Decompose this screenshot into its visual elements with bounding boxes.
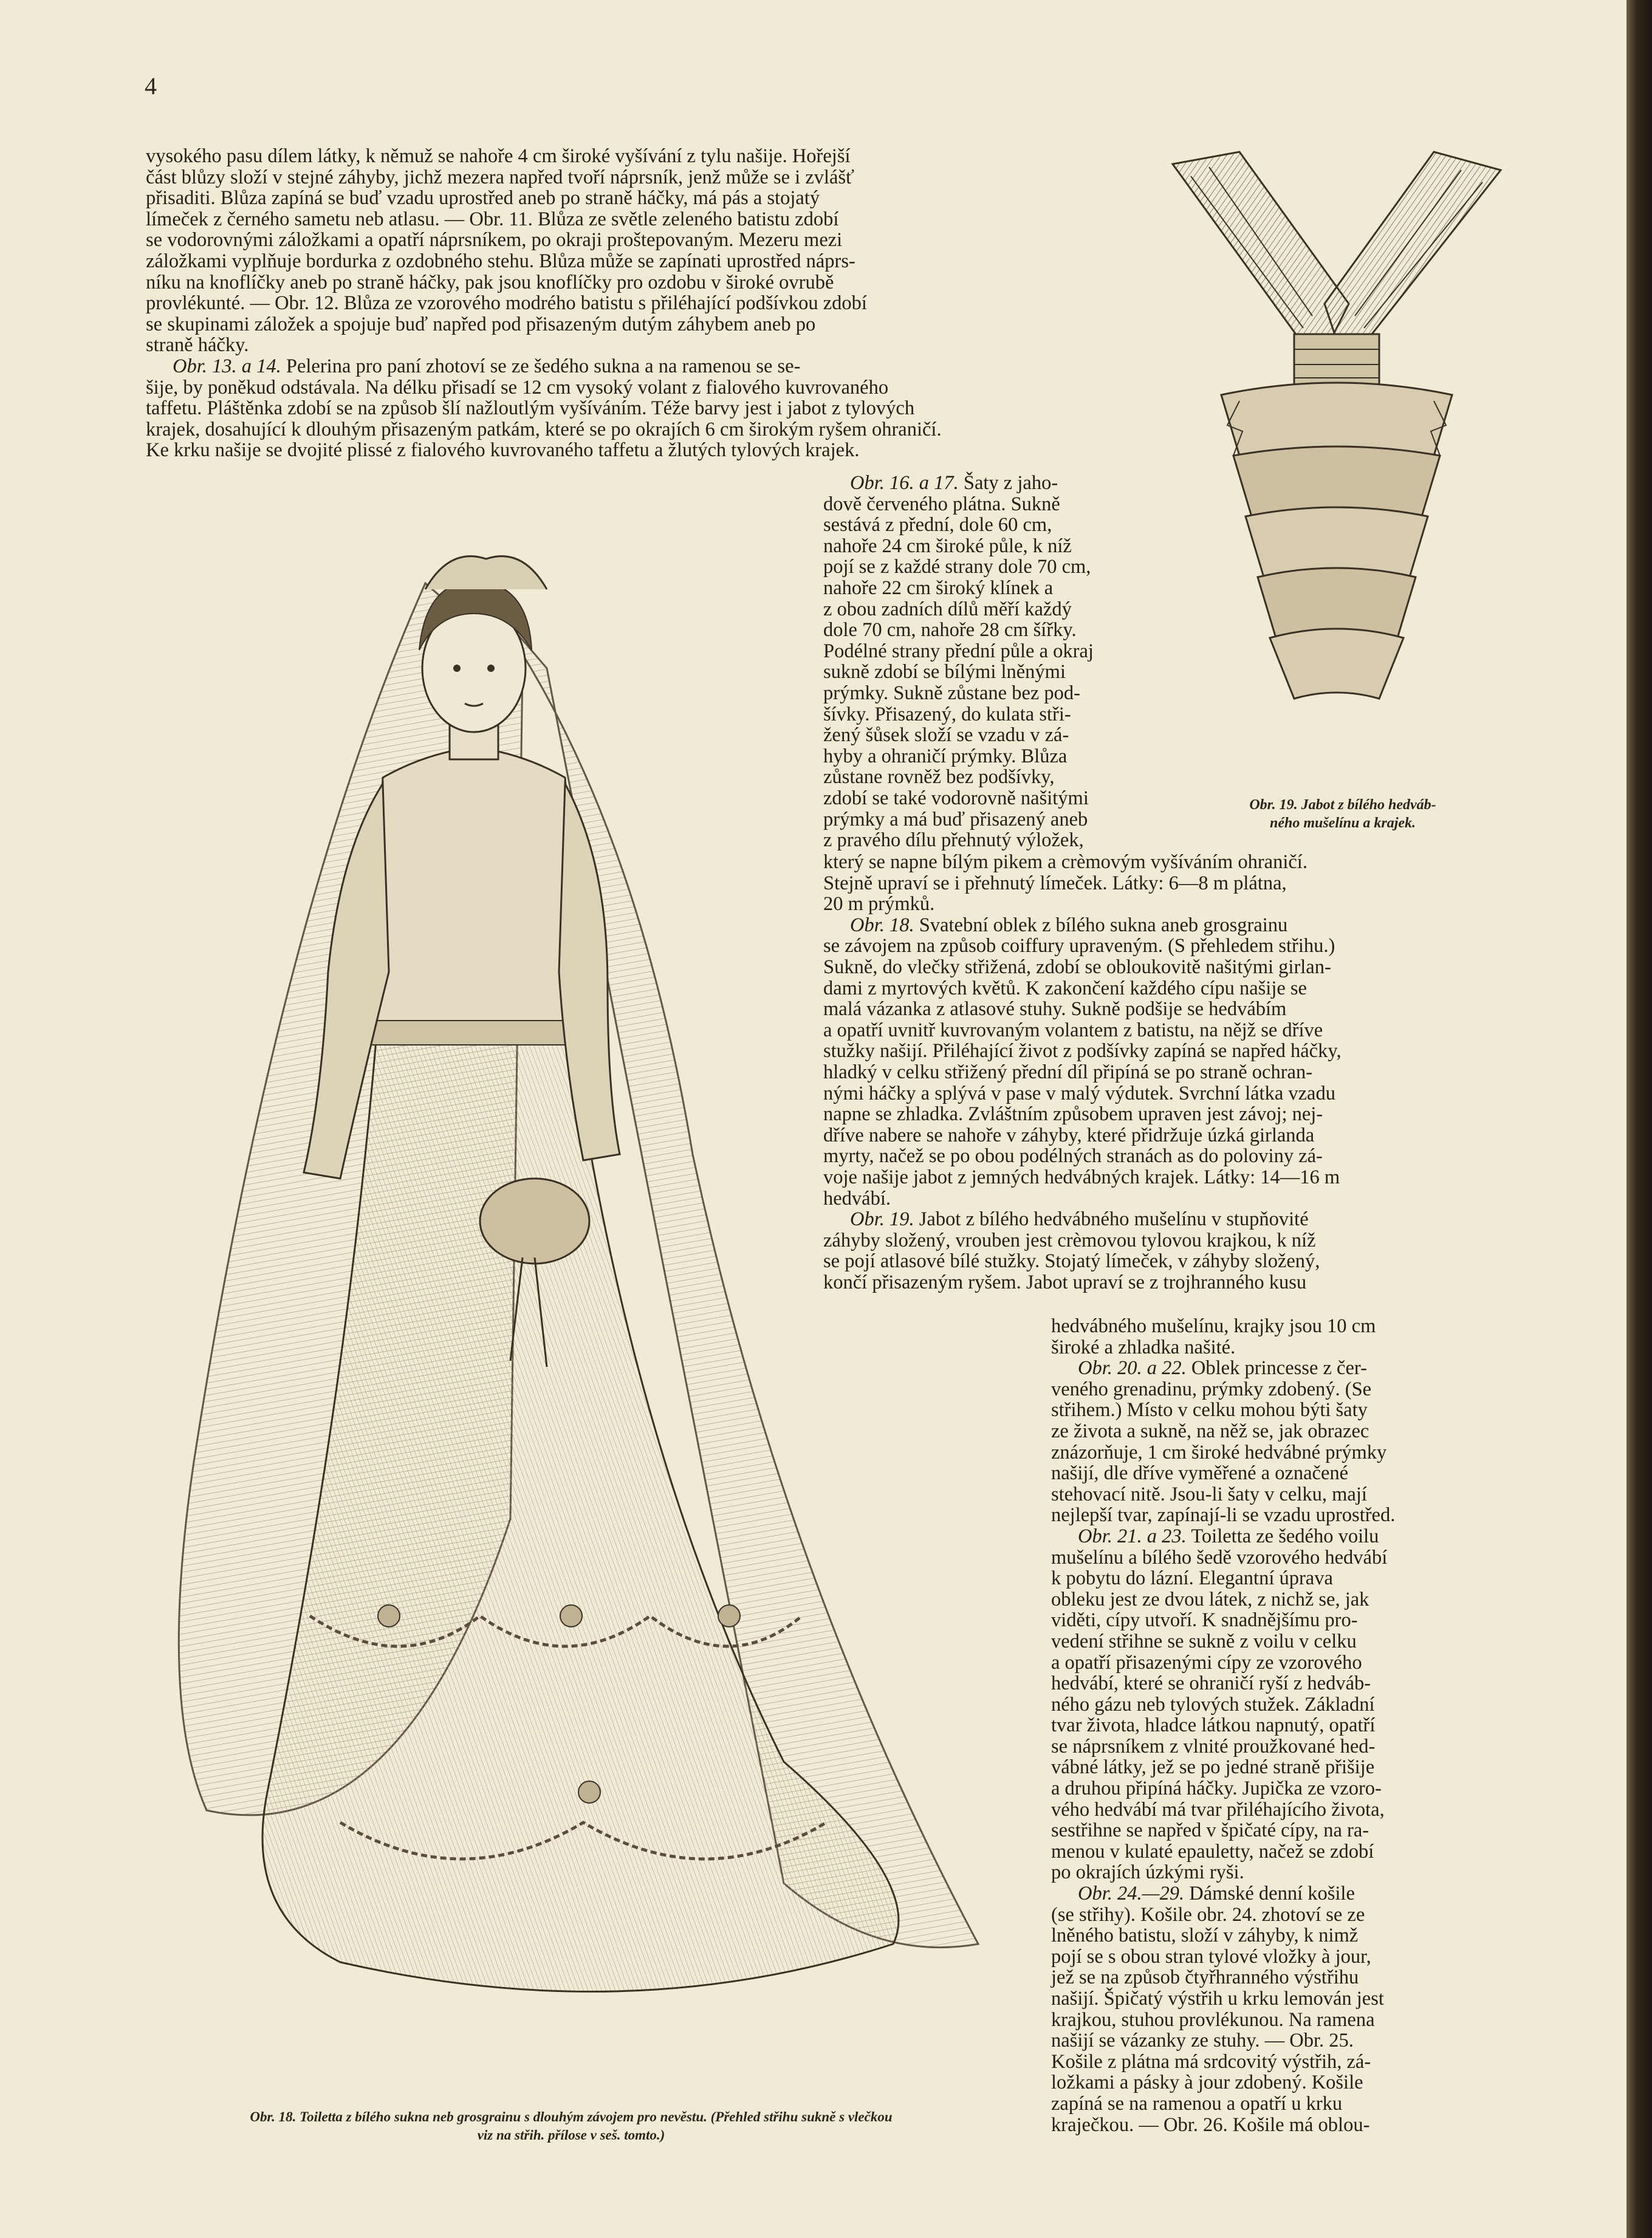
text-fragment: Šaty z jaho-	[963, 472, 1058, 494]
caption-line: Obr. 19. Jabot z bílého hedváb-	[1249, 797, 1436, 813]
text-line: nejlepší tvar, zapínají-li se vzadu uprostřed.	[1051, 1504, 1396, 1527]
text-line: prýmky. Sukně zůstane bez pod-	[823, 682, 1080, 704]
text-line: stehovací nitě. Jsou-li šaty v celku, mají	[1051, 1483, 1367, 1505]
text-fragment: Oblek princesse z čer-	[1191, 1357, 1367, 1380]
text-line: ného gázu neb tylových stužek. Základní	[1051, 1693, 1375, 1716]
text-line: zůstane rovněž bez podšívky,	[823, 766, 1055, 789]
paragraph-obr-19-cont	[1051, 1316, 1470, 1358]
text-line	[823, 473, 1212, 494]
text-line: pojí se s obou stran tylové vložky à jour,	[1051, 1945, 1371, 1968]
text-line: sestřihne se napřed v špičaté cípy, na ra-	[1051, 1819, 1369, 1842]
text-line: prýmky a má buď přisazený aneb	[823, 808, 1088, 830]
text-line: nými háčky a splývá v pase v malý výdutek. Svrchní látka vzadu	[823, 1082, 1335, 1104]
text-line: hedvábného mušelínu, krajky jsou 10 cm	[1051, 1315, 1376, 1337]
text-line: po okrajích úzkými ryši.	[1051, 1861, 1244, 1884]
figure-18-caption	[122, 2108, 1021, 2144]
text-line: níku na knoflíčky aneb po straně háčky, pak jsou knoflíčky pro ozdobu v široké ovrubě	[146, 271, 834, 293]
text-line: který se napne bílým pikem a crèmovým vyšíváním ohraničí.	[823, 851, 1308, 873]
text-line: krajek, dosahující k dlouhým přisazeným patkám, které se po okrajích 6 cm širokým ryšem ohraničí.	[146, 418, 942, 440]
figure-reference: Obr. 13. a 14.	[173, 355, 281, 377]
text-line: kraječkou. — Obr. 26. Košile má oblou-	[1051, 2113, 1370, 2136]
page-edge-shadow	[1626, 0, 1652, 2238]
caption-line: viz na střih. přílose v seš. tomto.)	[477, 2127, 665, 2143]
text-line: našijí. Špičatý výstřih u krku lemován jest	[1051, 1988, 1384, 2010]
text-line: ze života a sukně, na něž se, jak obrazec	[1051, 1420, 1369, 1442]
text-line: menou v kulaté epauletty, načež se zdobí	[1051, 1840, 1374, 1863]
text-fragment: Jabot z bílého hedvábného mušelínu v stupňovité	[919, 1208, 1309, 1231]
figure-reference: Obr. 24.—29.	[1078, 1883, 1185, 1905]
text-fragment: Svatební oblek z bílého sukna aneb grosgrainu	[919, 914, 1288, 936]
text-line: znázorňuje, 1 cm široké hedvábné prýmky	[1051, 1441, 1387, 1463]
text-line: končí přisazeným ryšem. Jabot upraví se z trojhranného kusu	[823, 1271, 1307, 1293]
paragraph-obr-24-29	[1051, 1883, 1470, 2135]
text-line: hedvábí, které se ohraničí ryší z hedváb-	[1051, 1672, 1371, 1695]
text-line: dově červeného plátna. Sukně	[823, 493, 1060, 515]
figure-reference: Obr. 16. a 17.	[850, 472, 959, 494]
text-line: malá vázanka z atlasové stuhy. Sukně podšije se hedvábím	[823, 998, 1287, 1021]
text-line: tvar života, hladce látkou napnutý, opatří	[1051, 1714, 1376, 1737]
text-line: vého hedvábí má tvar přiléhajícího života,	[1051, 1798, 1385, 1821]
text-line: stužky našijí. Přiléhající život z podšívky zapíná se napřed háčky,	[823, 1040, 1342, 1063]
text-line: z obou zadních dílů měří každý	[823, 598, 1072, 620]
text-line: záložkami vyplňuje bordurka z ozdobného stehu. Blůza může se zapínati uprostřed náprs-	[146, 250, 855, 272]
text-line: (se střihy). Košile obr. 24. zhotoví se ze	[1051, 1903, 1365, 1926]
text-line: ložkami a pásky à jour zdobený. Košile	[1051, 2072, 1363, 2094]
text-line: sukně zdobí se bílými lněnými	[823, 661, 1066, 683]
bridal-gown-drawing	[85, 547, 1033, 2078]
figure-reference: Obr. 21. a 23.	[1078, 1525, 1187, 1547]
text-line: obleku jest ze dvou látek, z nichž se, jak	[1051, 1588, 1369, 1610]
paragraph-blouses	[146, 146, 1091, 356]
text-line	[1051, 1526, 1470, 1547]
text-line: šije, by poněkud odstávala. Na délku přisadí se 12 cm vysoký volant z fialového kuvrovaného	[146, 376, 889, 399]
text-line: vedení střihne se sukně z voilu v celku	[1051, 1630, 1357, 1652]
text-line: jež se na způsob čtyřhranného výstřihu	[1051, 1966, 1359, 1989]
text-line: vábné látky, jež se po jedné straně přišije	[1051, 1756, 1375, 1779]
text-line: se závojem na způsob coiffury upraveným. (S přehledem střihu.)	[823, 935, 1335, 957]
figure-reference: Obr. 20. a 22.	[1078, 1357, 1187, 1380]
text-line: střihem.) Místo v celku mohou býti šaty	[1051, 1399, 1368, 1422]
text-fragment: Pelerina pro paní zhotoví se ze šedého sukna a na ramenou se se-	[286, 355, 801, 377]
bridal-gown-illustration	[85, 547, 1033, 2078]
text-line: přisaditi. Blůza zapíná se buď vzadu uprostřed aneb po straně háčky, má pás a stojatý	[146, 187, 820, 210]
text-line: a druhou připíná háčky. Jupička ze vzoro-	[1051, 1778, 1382, 1800]
text-line: Stejně upraví se i přehnutý límeček. Látky: 6—8 m plátna,	[823, 872, 1287, 894]
text-line: taffetu. Pláštěnka zdobí se na způsob šlí nažloutlým vyšíváním. Téže barvy jest i jabot z tylových	[146, 397, 915, 420]
paragraph-obr-21-23	[1051, 1526, 1470, 1883]
text-line	[146, 356, 1091, 377]
figure-19-caption	[1191, 796, 1495, 832]
text-line: dole 70 cm, nahoře 28 cm šířky.	[823, 619, 1077, 642]
text-line: zdobí se také vodorovně našitými	[823, 787, 1089, 809]
text-line: našijí se vázanky ze stuhy. — Obr. 25.	[1051, 2030, 1354, 2052]
text-line: šívky. Přisazený, do kulata stři-	[823, 703, 1071, 725]
text-line: záhyby složený, vrouben jest crèmovou tylovou krajkou, k níž	[823, 1229, 1316, 1251]
text-line: nahoře 22 cm široký klínek a	[823, 577, 1054, 599]
text-line: voje našije jabot z jemných hedvábných krajek. Látky: 14—16 m	[823, 1166, 1340, 1188]
text-line: veného grenadinu, prýmky zdobený. (Se	[1051, 1378, 1372, 1400]
caption-line: Obr. 18. Toiletta z bílého sukna neb grosgrainu s dlouhým závojem pro nevěstu. (Přehled střihu sukně s vlečkou	[250, 2109, 893, 2124]
text-line: část blůzy složí v stejné záhyby, jichž mezera napřed tvoří náprsník, jenž může se i zvlášť	[146, 166, 855, 188]
page-number: 4	[145, 72, 157, 100]
top-text-block	[146, 146, 1091, 461]
text-line	[1051, 1883, 1470, 1904]
figure-reference: Obr. 18.	[850, 914, 914, 936]
text-line: a opatří uvnitř kuvrovaným volantem z batistu, na nějž se dříve	[823, 1019, 1323, 1041]
text-line: 20 m prýmků.	[823, 893, 935, 915]
text-line: provlékunté. — Obr. 12. Blůza ze vzorového modrého batistu s přiléhající podšívkou zdobí	[146, 292, 867, 315]
text-line: dami z myrtových květů. K zakončení každého cípu našije se	[823, 977, 1307, 999]
text-line: k pobytu do lázní. Elegantní úprava	[1051, 1567, 1333, 1590]
text-line: straně háčky.	[146, 334, 249, 357]
figure-reference: Obr. 19.	[850, 1208, 914, 1231]
text-line: límeček z černého sametu neb atlasu. — Obr. 11. Blůza ze světle zeleného batistu zdobí	[146, 208, 839, 230]
text-line: nahoře 24 cm široké půle, k níž	[823, 535, 1072, 557]
text-line: myrty, načež se po obou podélných stranách as do poloviny zá-	[823, 1145, 1323, 1168]
text-line: široké a zhladka našité.	[1051, 1336, 1236, 1358]
text-line: Sukně, do vlečky střižená, zdobí se obloukovitě našitými girlan-	[823, 956, 1331, 978]
text-line: se pojí atlasové bílé stužky. Stojatý límeček, v záhyby složený,	[823, 1250, 1320, 1273]
text-line: viděti, cípy utvoří. K snadnějšímu pro-	[1051, 1609, 1358, 1632]
text-line: vysokého pasu dílem látky, k němuž se nahoře 4 cm široké vyšívání z tylu našije. Hořejší	[146, 145, 851, 167]
text-fragment: Dámské denní košile	[1189, 1883, 1355, 1905]
text-fragment: Toiletta ze šedého voilu	[1191, 1525, 1379, 1547]
text-line: našijí, dle dříve vyměřené a označené	[1051, 1462, 1349, 1485]
text-line	[1051, 1358, 1470, 1379]
paragraph-obr-20-22	[1051, 1358, 1470, 1526]
text-line: zapíná se na ramenou a opatří u krku	[1051, 2092, 1343, 2115]
right-column-text	[1051, 1316, 1470, 2135]
text-line: Ke krku našije se dvojité plissé z fialového kuvrovaného taffetu a žlutých tylových krajek.	[146, 439, 860, 462]
caption-line: ného mušelínu a krajek.	[1269, 815, 1416, 831]
text-line: dříve nabere se nahoře v záhyby, které přidržuje úzká girlanda	[823, 1124, 1315, 1146]
text-line: žený šůsek složí se vzadu v zá-	[823, 724, 1069, 747]
text-line: se náprsníkem z vlnité proužkované hed-	[1051, 1735, 1376, 1757]
text-line: Košile z plátna má srdcovitý výstřih, zá-	[1051, 2050, 1371, 2073]
text-line: Podélné strany přední půle a okraj	[823, 640, 1094, 662]
text-line: napne se zhladka. Zvláštním způsobem upraven jest závoj; nej-	[823, 1103, 1323, 1126]
text-line: se skupinami záložek a spojuje buď napřed pod přisazeným dutým záhybem aneb po	[146, 313, 816, 335]
text-line: a opatří přisazenými cípy ze vzorového	[1051, 1651, 1362, 1674]
text-line: mušelínu a bílého šedě vzorového hedvábí	[1051, 1546, 1388, 1569]
text-line: pojí se z každé strany dole 70 cm,	[823, 556, 1091, 578]
text-line: sestává z přední, dole 60 cm,	[823, 514, 1052, 536]
text-line: hyby a ohraničí prýmky. Blůza	[823, 745, 1068, 767]
text-line: hedvábí.	[823, 1187, 891, 1210]
text-line: z pravého dílu přehnutý výložek,	[823, 829, 1084, 852]
text-line: hladký v celku střižený přední díl připíná se po straně ochran-	[823, 1061, 1313, 1083]
text-line: se vodorovnými záložkami a opatří náprsníkem, po okraji proštepovaným. Mezeru mezi	[146, 229, 843, 252]
text-line: krajkou, stuhou provlékunou. Na ramena	[1051, 2008, 1375, 2031]
text-line: lněného batistu, složí v záhyby, k nimž	[1051, 1925, 1359, 1947]
paragraph-pelerina	[146, 356, 1091, 461]
